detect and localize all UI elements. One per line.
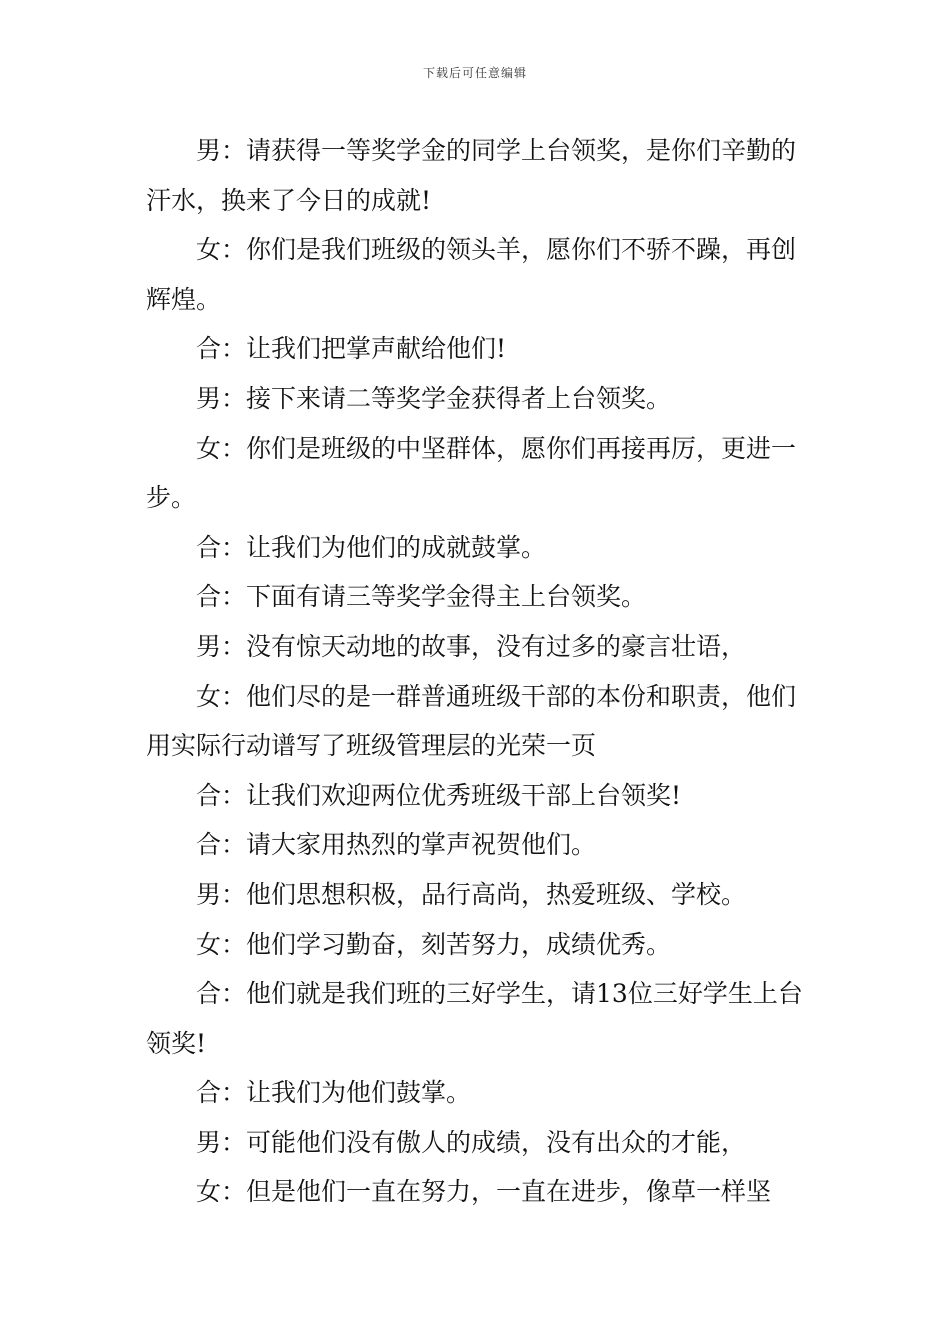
document-body (146, 126, 808, 1217)
page-header: 下载后可任意编辑 (422, 66, 527, 80)
dialogue-line-9: 女：他们尽的是一群普通班级干部的本份和职责，他们用实际行动谱写了班级管理层的光荣一页 (146, 681, 797, 761)
dialogue-line-14: 合：他们就是我们班的三好学生，请13位三好学生上台领奖! (146, 979, 803, 1058)
dialogue-line-4: 男：接下来请二等奖学金获得者上台领奖。 (196, 383, 672, 413)
dialogue-line-13: 女：他们学习勤奋，刻苦努力，成绩优秀。 (196, 929, 672, 959)
dialogue-line-6: 合：让我们为他们的成就鼓掌。 (196, 532, 547, 562)
dialogue-line-15: 合：让我们为他们鼓掌。 (196, 1078, 472, 1108)
dialogue-line-2: 女：你们是我们班级的领头羊，愿你们不骄不躁，再创辉煌。 (146, 235, 797, 314)
dialogue-line-8: 男：没有惊天动地的故事，没有过多的豪言壮语， (196, 631, 747, 661)
dialogue-line-7: 合：下面有请三等奖学金得主上台领奖。 (196, 582, 647, 612)
dialogue-line-16: 男：可能他们没有傲人的成绩，没有出众的才能， (196, 1127, 747, 1157)
dialogue-line-17: 女：但是他们一直在努力，一直在进步，像草一样坚 (196, 1177, 772, 1207)
dialogue-line-11: 合：请大家用热烈的掌声祝贺他们。 (196, 830, 597, 860)
dialogue-line-10: 合：让我们欢迎两位优秀班级干部上台领奖! (196, 780, 682, 810)
dialogue-line-1: 男：请获得一等奖学金的同学上台领奖，是你们辛勤的汗水，换来了今日的成就! (146, 136, 797, 215)
dialogue-line-5: 女：你们是班级的中坚群体，愿你们再接再厉，更进一步。 (146, 433, 797, 513)
dialogue-line-3: 合：让我们把掌声献给他们! (196, 334, 507, 364)
dialogue-line-12: 男：他们思想积极，品行高尚，热爱班级、学校。 (196, 879, 747, 909)
